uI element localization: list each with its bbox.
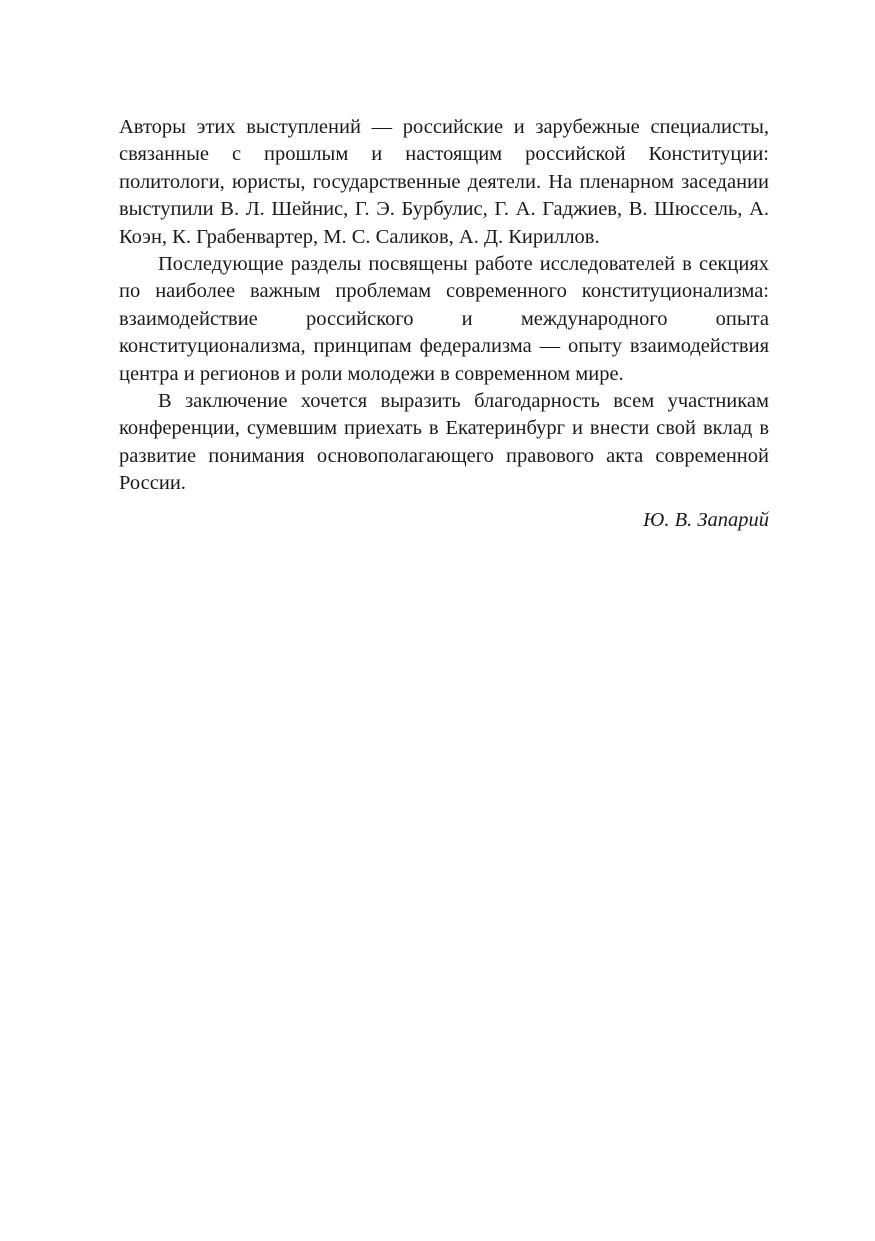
- paragraph-conclusion: В заключение хочется выразить благодарность всем участникам конференции, сумевшим приехать в Екатеринбург и внести свой вклад в развитие понимания основополагающего правового акта современной России.: [119, 390, 769, 495]
- paragraph-sections: Последующие разделы посвящены работе исследователей в секциях по наиболее важным проблемам современного конституционализма: взаимодействие российского и международного опыта конституционализма, принципам федерализма — опыту взаимодействия центра и регионов и роли молодежи в современном мире.: [119, 253, 769, 385]
- paragraph-authors: Авторы этих выступлений — российские и зарубежные специалисты, связанные с прошлым и настоящим российской Конституции: политологи, юристы, государственные деятели. На пленарном заседании выступили В. Л. Шейнис, Г. Э. Бурбулис, Г. А. Гаджиев, В. Шюссель, А. Коэн, К. Грабенвартер, М. С. Саликов, А. Д. Кириллов.: [119, 116, 769, 248]
- author-signature: Ю. В. Запарий: [643, 508, 769, 531]
- document-page: [119, 114, 769, 534]
